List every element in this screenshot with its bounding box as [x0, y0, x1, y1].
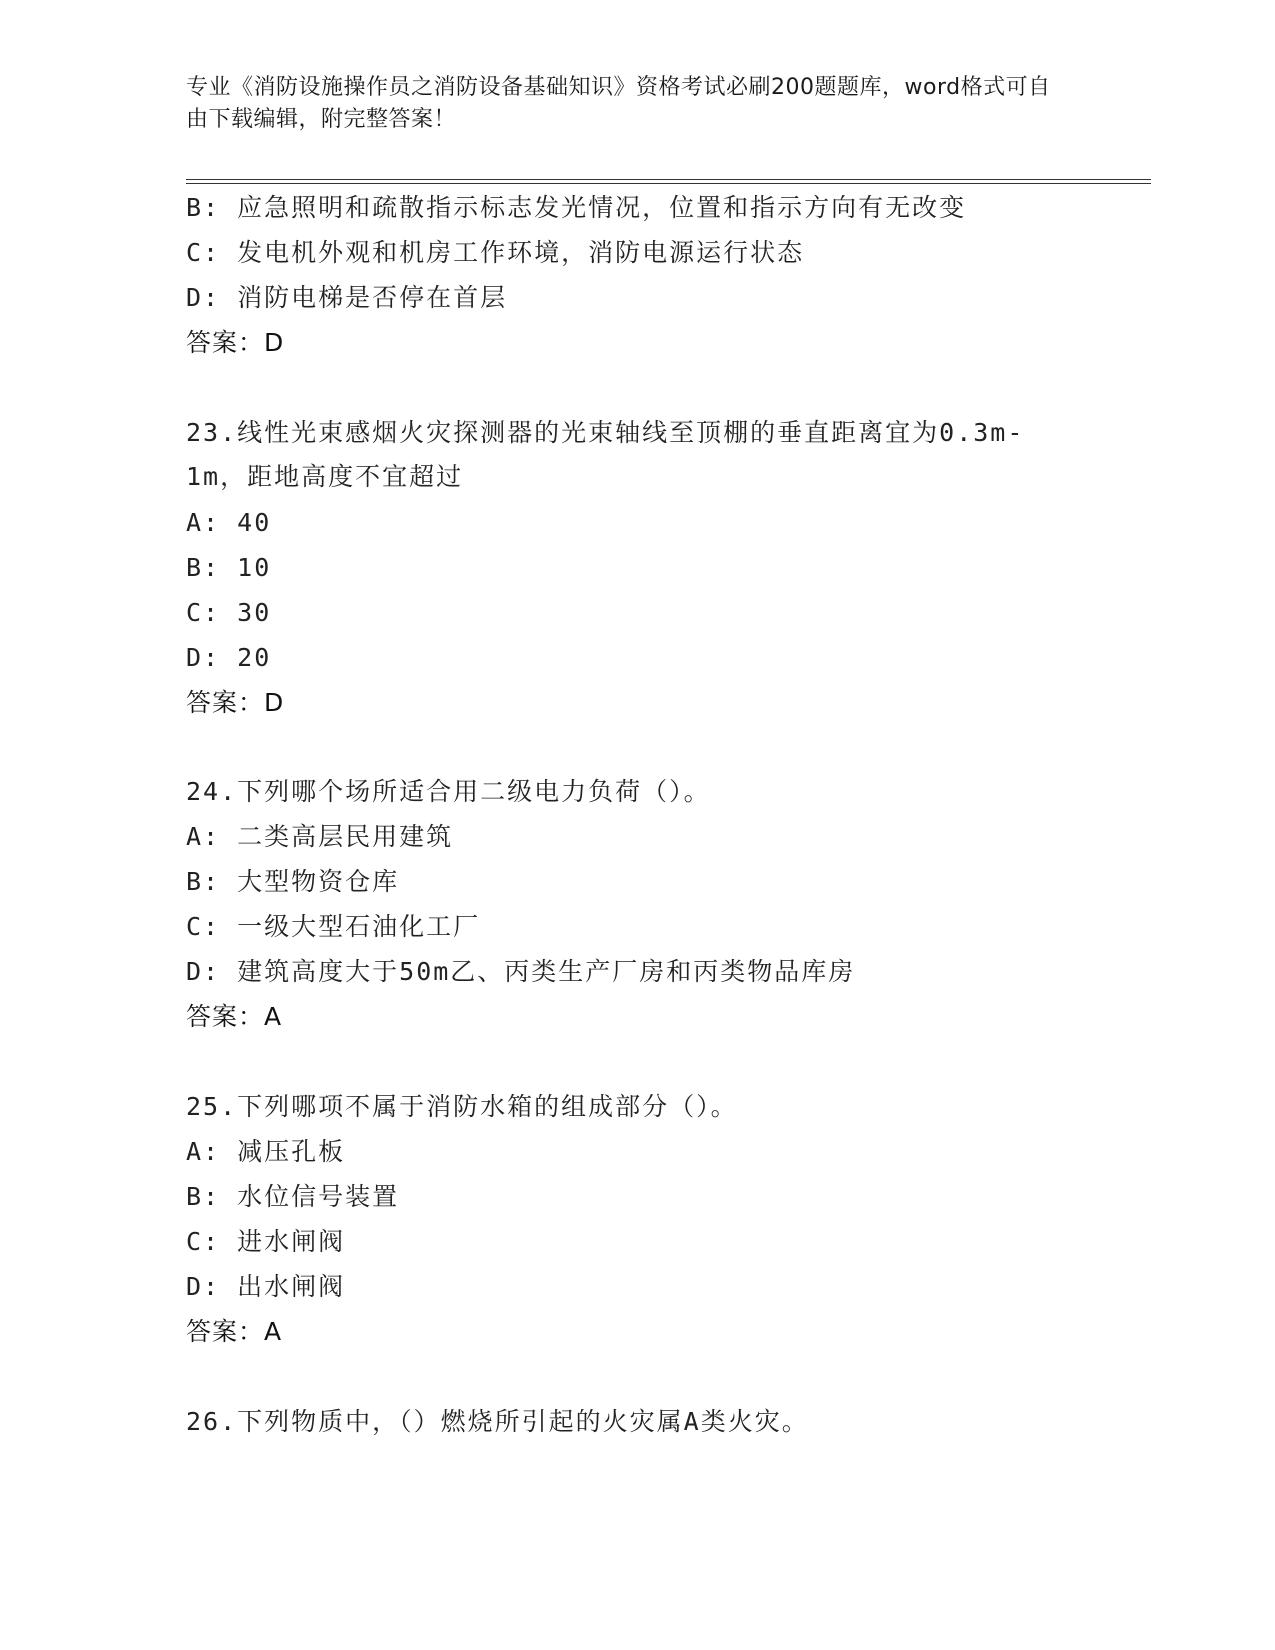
q25-option-b: B: 水位信号装置 — [186, 1182, 400, 1211]
q23-option-d: D: 20 — [186, 643, 272, 672]
q23-answer: 答案：D — [186, 688, 285, 717]
header-divider-top — [186, 179, 1151, 180]
q24-answer: 答案：A — [186, 1002, 283, 1031]
q24-stem: 24.下列哪个场所适合用二级电力负荷（）。 — [186, 777, 711, 806]
q26-stem: 26.下列物质中，（）燃烧所引起的火灾属A类火灾。 — [186, 1407, 809, 1436]
q23-option-c: C: 30 — [186, 598, 272, 627]
q25-answer: 答案：A — [186, 1317, 283, 1346]
q22-option-d: D: 消防电梯是否停在首层 — [186, 283, 508, 312]
q25-option-d: D: 出水闸阀 — [186, 1272, 346, 1301]
q25-stem: 25.下列哪项不属于消防水箱的组成部分（）。 — [186, 1092, 738, 1121]
q23-stem-line1: 23.线性光束感烟火灾探测器的光束轴线至顶棚的垂直距离宜为0.3m- — [186, 418, 1025, 447]
q23-option-b: B: 10 — [186, 553, 272, 582]
q24-option-d: D: 建筑高度大于50m乙、丙类生产厂房和丙类物品库房 — [186, 957, 856, 986]
header-divider-bottom — [186, 183, 1151, 184]
q24-option-b: B: 大型物资仓库 — [186, 867, 400, 896]
q23-stem-line2: 1m，距地高度不宜超过 — [186, 462, 464, 491]
q22-answer: 答案：D — [186, 328, 285, 357]
q22-option-c: C: 发电机外观和机房工作环境，消防电源运行状态 — [186, 238, 805, 267]
q24-option-c: C: 一级大型石油化工厂 — [186, 912, 481, 941]
q24-option-a: A: 二类高层民用建筑 — [186, 822, 454, 851]
q25-option-c: C: 进水闸阀 — [186, 1227, 346, 1256]
q23-option-a: A: 40 — [186, 508, 272, 537]
q25-option-a: A: 减压孔板 — [186, 1137, 346, 1166]
q22-option-b: B: 应急照明和疏散指示标志发光情况，位置和指示方向有无改变 — [186, 193, 967, 222]
document-header: 专业《消防设施操作员之消防设备基础知识》资格考试必刷200题题库，word格式可自由下载编辑，附完整答案！ — [186, 75, 1051, 132]
